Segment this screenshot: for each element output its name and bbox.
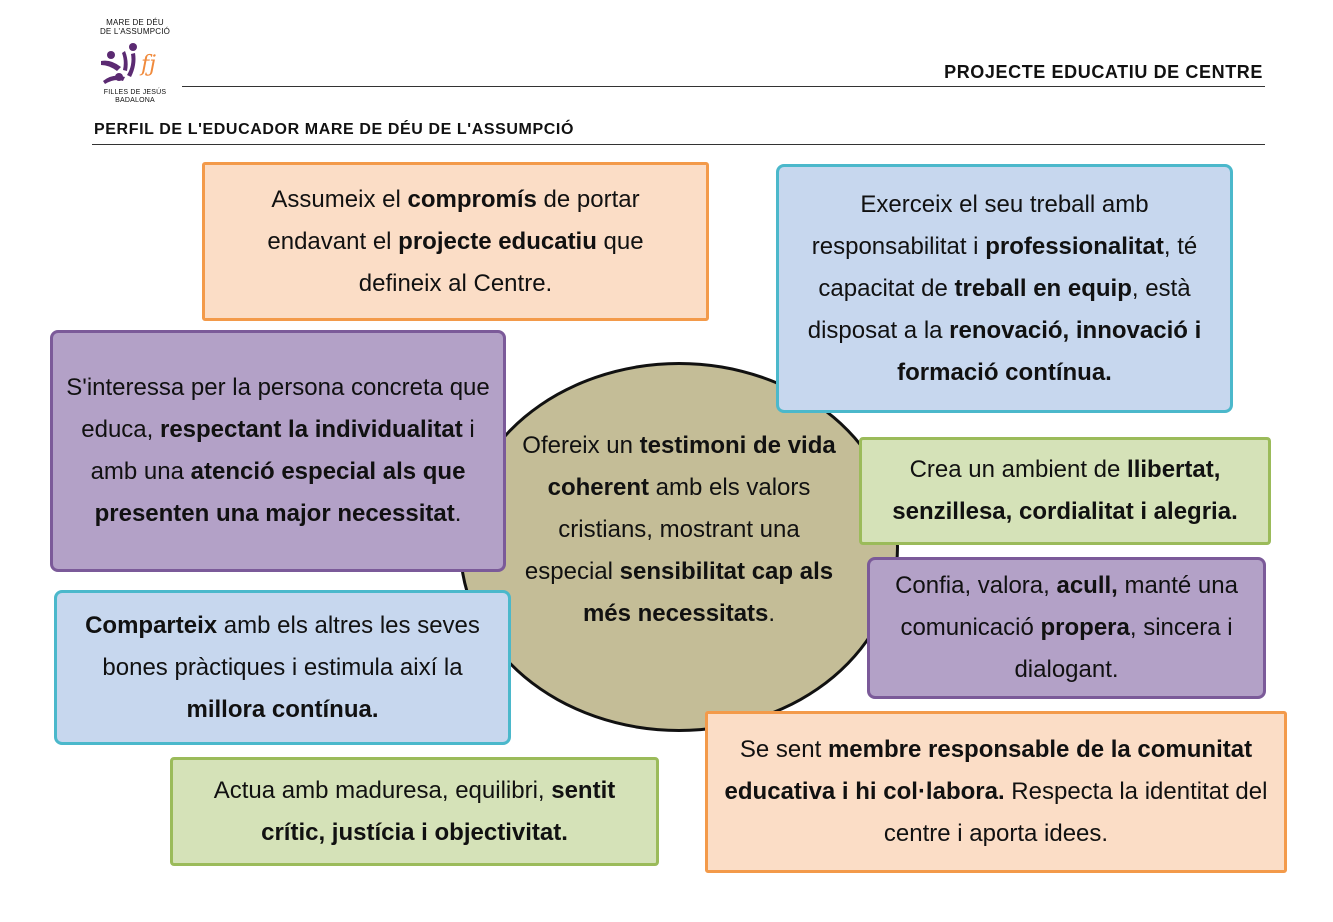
box-confia-text: Confia, valora, acull, manté una comunicació propera, sincera i dialogant.: [895, 572, 1238, 683]
box-membre: [705, 711, 1287, 873]
logo-bottom-line2: BADALONA: [115, 97, 155, 104]
logo-bottom-line1: FILLES DE JESÚS: [103, 89, 167, 96]
box-membre-text: Se sent membre responsable de la comunitat educativa i hi col·labora. Respecta la identitat del centre i aporta idees.: [724, 736, 1268, 847]
box-compromis-text: Assumeix el compromís de portar endavant el projecte educatiu que defineix al Centre.: [267, 185, 644, 297]
box-maduresa: [170, 757, 659, 866]
box-ambient: [859, 437, 1271, 545]
header-rule: [182, 86, 1265, 87]
box-comparteix-text: Comparteix amb els altres les seves bones pràctiques i estimula així la millora contínua.: [85, 611, 480, 723]
section-rule: [92, 144, 1265, 145]
box-ambient-text: Crea un ambient de llibertat, senzillesa, cordialitat i alegria.: [892, 456, 1238, 525]
box-persona-text: S'interessa per la persona concreta que educa, respectant la individualitat i amb una atenció especial als que presenten una major necessitat.: [66, 374, 490, 527]
box-treball: [776, 164, 1233, 413]
section-title: PERFIL DE L'EDUCADOR MARE DE DÉU DE L'ASSUMPCIÓ: [94, 121, 574, 138]
box-comparteix: [54, 590, 511, 745]
document-title: PROJECTE EDUCATIU DE CENTRE: [944, 62, 1263, 82]
box-treball-text: Exerceix el seu treball amb responsabilitat i professionalitat, té capacitat de treball en equip, està disposat a la renovació, innovació i formació contínua.: [807, 190, 1202, 386]
logo-top-line2: DE L'ASSUMPCIÓ: [99, 27, 171, 36]
box-persona: [50, 330, 506, 572]
logo-figures-icon: [95, 37, 175, 89]
circle-testimoni-text: Ofereix un testimoni de vida coherent amb els valors cristians, mostrant una especial sensibilitat cap als més necessitats.: [522, 432, 836, 627]
box-confia: [867, 557, 1266, 699]
box-compromis: [202, 162, 709, 321]
school-logo: [88, 18, 182, 110]
logo-mark: fj: [141, 52, 156, 77]
logo-top-line1: MARE DE DÉU: [106, 18, 164, 27]
box-maduresa-text: Actua amb maduresa, equilibri, sentit crític, justícia i objectivitat.: [213, 776, 616, 846]
